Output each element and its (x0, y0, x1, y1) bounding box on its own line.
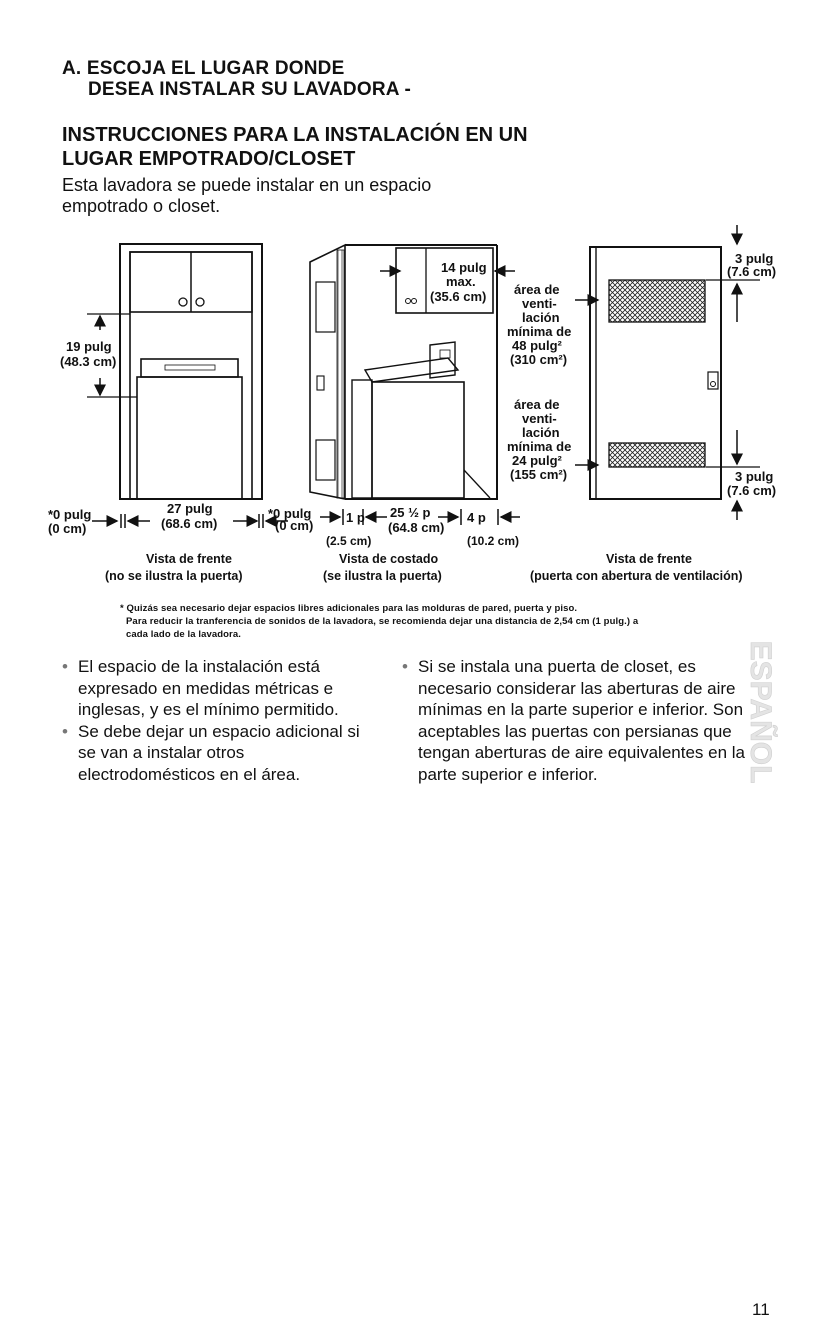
list-item: • Si se instala una puerta de closet, es necesario considerar las aberturas de aire mínimas en la parte superior e inferior. Son aceptables las puertas con persianas que tengan aberturas de aire equivalentes en la parte superior e inferior. (402, 656, 747, 785)
side-tab-label: ESPAÑOL (744, 640, 777, 784)
language-side-tab (734, 612, 777, 812)
bullet-list-right (402, 656, 747, 785)
shelf-depth-max: max. (446, 274, 476, 289)
side-back-cm: (2.5 cm) (326, 534, 372, 548)
vent-bottom-line-3: lación (522, 425, 560, 440)
vent-top-label (507, 282, 571, 367)
side-view-closet (310, 245, 520, 583)
vent-top-line-4: mínima de (507, 324, 572, 339)
intro-text: Esta lavadora se puede instalar en un espacio empotrado o closet. (62, 175, 432, 216)
door-bottom-in: 3 pulg (735, 469, 774, 484)
vent-top-line-1: área de (514, 282, 560, 297)
front-right-cm: (0 cm) (275, 518, 314, 533)
front-width-cm: (68.6 cm) (161, 516, 218, 531)
page-number: 11 (752, 1300, 770, 1319)
front-height-in: 19 pulg (66, 339, 112, 354)
shelf-depth-cm: (35.6 cm) (430, 289, 487, 304)
bullet-list-left (62, 656, 374, 785)
front-left-in: *0 pulg (48, 507, 92, 522)
vent-bottom-line-4: mínima de (507, 439, 572, 454)
door-front-view (530, 225, 776, 583)
door-caption-2: (puerta con abertura de ventilación) (530, 569, 743, 583)
list-item: • El espacio de la instalación está expresado en medidas métricas e inglesas, y es el mínimo permitido. (62, 656, 374, 721)
side-depth-cm: (64.8 cm) (388, 520, 445, 535)
side-depth-in: 25 ½ p (390, 505, 431, 520)
vent-bottom-label (507, 397, 571, 482)
side-caption-1: Vista de costado (339, 552, 439, 566)
vent-top-line-5: 48 pulg² (512, 338, 562, 353)
vent-top-line-3: lación (522, 310, 560, 325)
side-front-in: 4 p (467, 510, 486, 525)
front-height-cm: (48.3 cm) (60, 354, 117, 369)
section-heading-b-line2: LUGAR EMPOTRADO/CLOSET (62, 148, 356, 170)
vent-top-line-6: (310 cm²) (510, 352, 568, 367)
door-top-cm: (7.6 cm) (727, 264, 777, 279)
side-front-cm: (10.2 cm) (467, 534, 520, 548)
section-heading-a-line2: DESEA INSTALAR SU LAVADORA - (88, 79, 411, 100)
vent-bottom-line-1: área de (514, 397, 560, 412)
installation-diagram (0, 0, 823, 600)
vent-top-line-2: venti- (522, 296, 557, 311)
door-bottom-cm: (7.6 cm) (727, 483, 777, 498)
vent-bottom-line-2: venti- (522, 411, 557, 426)
side-caption-2: (se ilustra la puerta) (323, 569, 442, 583)
front-caption-2: (no se ilustra la puerta) (105, 569, 243, 583)
side-back-in: 1 p (346, 510, 365, 525)
door-caption-1: Vista de frente (606, 552, 692, 566)
section-heading-b-line1: INSTRUCCIONES PARA LA INSTALACIÓN EN UN (62, 124, 528, 146)
footnote (120, 602, 720, 641)
front-left-cm: (0 cm) (48, 521, 87, 536)
vent-bottom-line-5: 24 pulg² (512, 453, 562, 468)
section-heading-a-line1: A. ESCOJA EL LUGAR DONDE (62, 58, 345, 79)
front-width-in: 27 pulg (167, 501, 213, 516)
front-view-closet (48, 244, 313, 583)
door-top-in: 3 pulg (735, 251, 774, 266)
front-right-in: *0 pulg (268, 506, 312, 521)
footnote-line-2: Para reducir la tranferencia de sonidos de la lavadora, se recomienda dejar una distancia de 2,54 cm (1 pulg.) a (126, 616, 639, 627)
front-caption-1: Vista de frente (146, 552, 232, 566)
shelf-depth-in: 14 pulg (441, 260, 487, 275)
list-item: • Se debe dejar un espacio adicional si se van a instalar otros electrodomésticos en el área. (62, 721, 374, 786)
vent-bottom-line-6: (155 cm²) (510, 467, 568, 482)
footnote-line-1: * Quizás sea necesario dejar espacios libres adicionales para las molduras de pared, puerta y piso. (120, 603, 578, 614)
footnote-line-3: cada lado de la lavadora. (126, 629, 241, 640)
